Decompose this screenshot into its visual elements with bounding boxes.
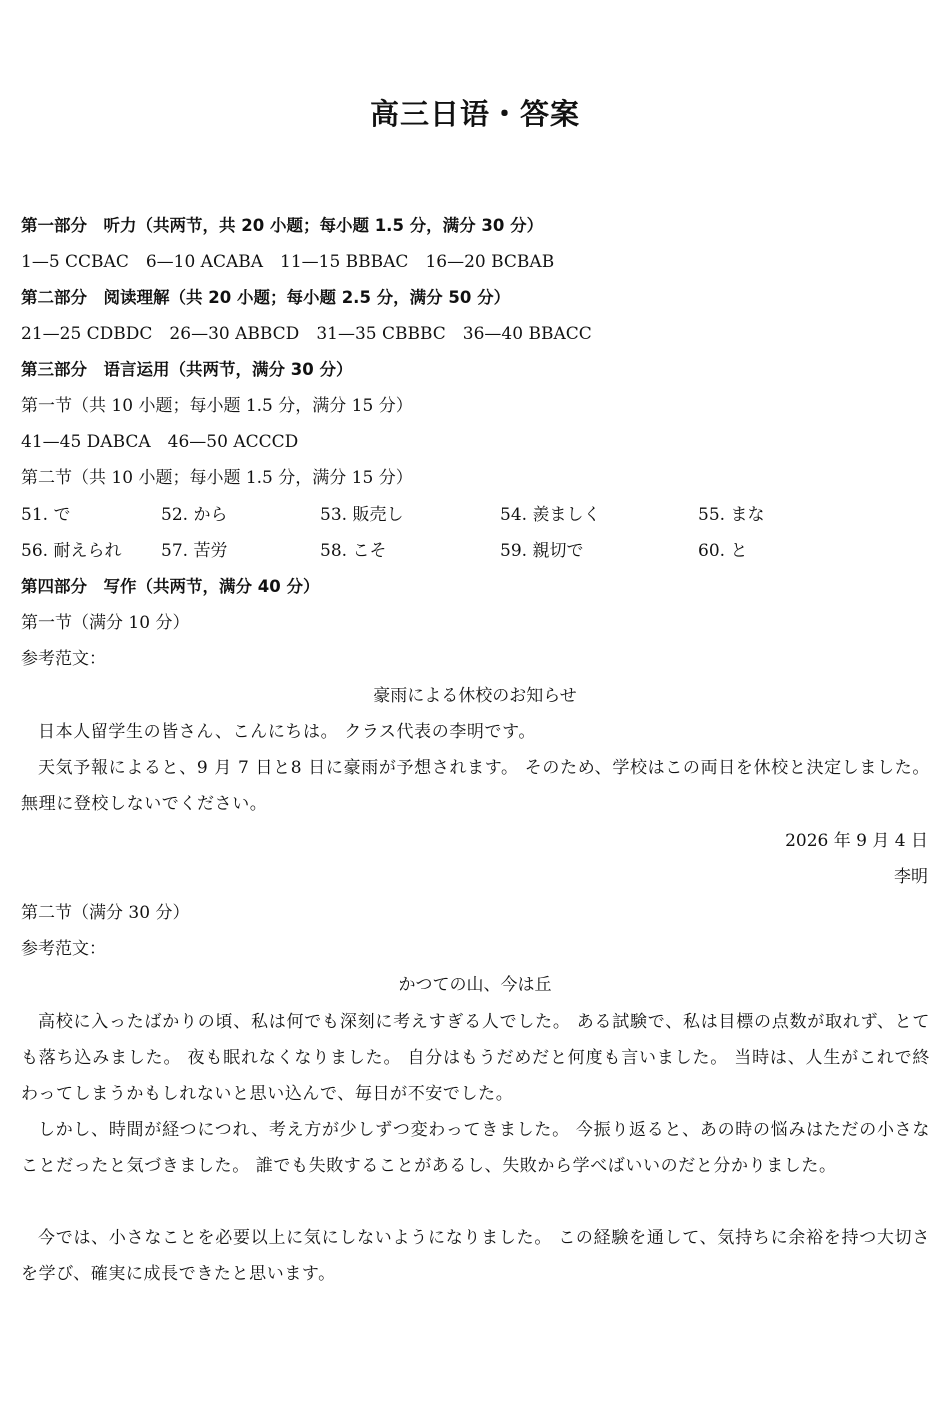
answer-item: 56. 耐えられ (21, 541, 122, 561)
answer-item: 52. から (161, 505, 228, 525)
sample-essay-label: 参考范文： (21, 939, 106, 959)
essay1-paragraph: 日本人留学生の皆さん、こんにちは。 クラス代表の李明です。 (38, 722, 536, 742)
essay2-paragraph: しかし、時間が経つにつれ、考え方が少しずつ変わってきました。 今振り返ると、あの時の悩みはただの小さなことだったと気づきました。 誰でも失敗することがあるし、失敗から学べばいいのだと分かりました。 (21, 1120, 930, 1176)
answer-item: 57. 苦労 (161, 541, 228, 561)
essay2-title: かつての山、今は丘 (398, 975, 552, 995)
part3-section2-heading: 第二节（共 10 小题；每小题 1.5 分，满分 15 分） (21, 468, 413, 488)
essay1-title: 豪雨による休校のお知らせ (373, 686, 577, 706)
notice-date: 2026 年 9 月 4 日 (785, 831, 928, 851)
part3-section1-answers: 41—45 DABCA 46—50 ACCCD (21, 432, 299, 452)
answer-item: 59. 親切で (500, 541, 584, 561)
answer-item: 54. 羨ましく (500, 505, 601, 525)
part3-section1-heading: 第一节（共 10 小题；每小题 1.5 分，满分 15 分） (21, 396, 413, 416)
answer-item: 55. まな (698, 505, 765, 525)
part1-heading: 第一部分 听力（共两节，共 20 小题；每小题 1.5 分，满分 30 分） (21, 216, 544, 235)
part4-section2-heading: 第二节（满分 30 分） (21, 903, 190, 923)
part2-heading: 第二部分 阅读理解（共 20 小题；每小题 2.5 分，满分 50 分） (21, 288, 511, 307)
answer-item: 51. で (21, 505, 71, 525)
page-title: 高三日语・答案 (369, 97, 580, 131)
essay2-paragraph: 高校に入ったばかりの頃、私は何でも深刻に考えすぎる人でした。 ある試験で、私は目標の点数が取れず、とても落ち込みました。 夜も眠れなくなりました。 自分はもうだめだと何度も言いました。 当時は、人生がこれで終わってしまうかもしれないと思い込んで、毎日が不安でした。 (21, 1012, 930, 1104)
part1-answers: 1—5 CCBAC 6—10 ACABA 11—15 BBBAC 16—20 BCBAB (21, 252, 555, 272)
essay2-paragraph: 今では、小さなことを必要以上に気にしないようになりました。 この経験を通して、気持ちに余裕を持つ大切さを学び、確実に成長できたと思います。 (21, 1228, 930, 1284)
part4-section1-heading: 第一节（满分 10 分） (21, 613, 190, 633)
notice-signature: 李明 (894, 867, 928, 887)
answer-item: 60. と (698, 541, 748, 561)
answer-item: 53. 販売し (320, 505, 404, 525)
part2-answers: 21—25 CDBDC 26—30 ABBCD 31—35 CBBBC 36—40 BBACC (21, 324, 592, 344)
part3-heading: 第三部分 语言运用（共两节，满分 30 分） (21, 360, 353, 379)
part4-heading: 第四部分 写作（共两节，满分 40 分） (21, 577, 320, 596)
essay1-paragraph: 天気予報によると、9 月 7 日と8 日に豪雨が予想されます。 そのため、学校はこの両日を休校と決定しました。 無理に登校しないでください。 (21, 758, 930, 814)
answer-item: 58. こそ (320, 541, 387, 561)
sample-essay-label: 参考范文： (21, 649, 106, 669)
